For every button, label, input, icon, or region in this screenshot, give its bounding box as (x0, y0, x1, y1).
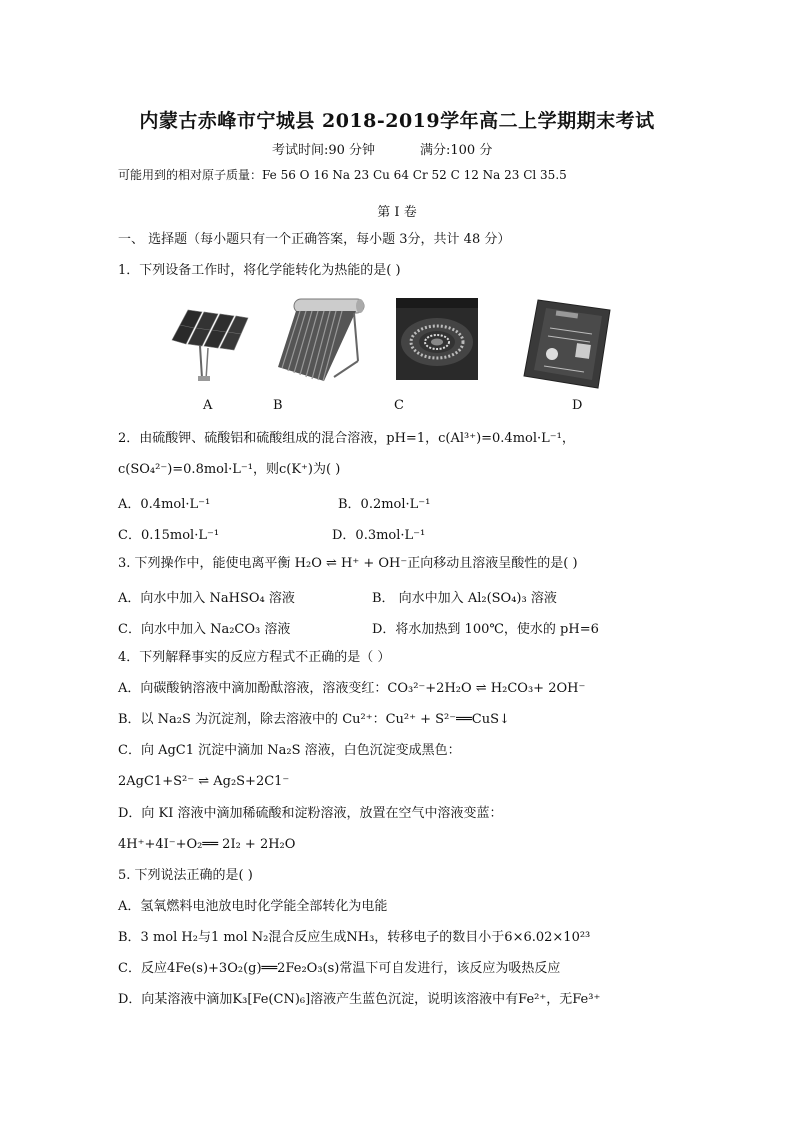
q5-option-d: D．向某溶液中滴加K₃[Fe(CN)₆]溶液产生蓝色沉淀，说明该溶液中有Fe²⁺，无Fe³⁺ (118, 992, 601, 1007)
q5-option-c: C．反应4Fe(s)+3O₂(g)══2Fe₂O₃(s)常温下可自发进行，该反应为吸热反应 (118, 961, 561, 976)
battery-image (522, 296, 612, 390)
volume-heading: 第 I 卷 (377, 205, 417, 220)
q4-option-d: D．向 KI 溶液中滴加稀硫酸和淀粉溶液，放置在空气中溶液变蓝： (118, 806, 503, 821)
atomic-mass-line: 可能用到的相对原子质量：Fe 56 O 16 Na 23 Cu 64 Cr 52 C 12 Na 23 Cl 35.5 (118, 168, 567, 182)
q5-option-a: A．氢氧燃料电池放电时化学能全部转化为电能 (118, 899, 388, 914)
q4-option-b: B．以 Na₂S 为沉淀剂，除去溶液中的 Cu²⁺：Cu²⁺ + S²⁻══CuS↓ (118, 712, 510, 727)
section-heading: 一、 选择题（每小题只有一个正确答案，每小题 3分，共计 48 分） (118, 232, 511, 247)
q3-stem: 3. 下列操作中，能使电离平衡 H₂O ⇌ H⁺ + OH⁻正向移动且溶液呈酸性的是( ) (118, 556, 578, 571)
image-label-b: B (273, 398, 283, 413)
full-score: 满分:100 分 (420, 143, 493, 158)
solar-panel-image (168, 300, 250, 385)
q2-stem-line1: 2．由硫酸钾、硫酸铝和硫酸组成的混合溶液，pH=1，c(Al³⁺)=0.4mol·L⁻¹， (118, 431, 575, 446)
q2-option-a: A．0.4mol·L⁻¹ (118, 497, 211, 512)
image-label-c: C (394, 398, 404, 413)
q5-stem: 5. 下列说法正确的是( ) (118, 868, 253, 883)
q4-option-c: C．向 AgC1 沉淀中滴加 Na₂S 溶液，白色沉淀变成黑色： (118, 743, 461, 758)
q4-option-c-equation: 2AgC1+S²⁻ ⇌ Ag₂S+2C1⁻ (118, 774, 290, 789)
q1-stem: 1．下列设备工作时，将化学能转化为热能的是( ) (118, 263, 401, 278)
q3-option-c: C．向水中加入 Na₂CO₃ 溶液 (118, 622, 291, 637)
image-label-a: A (203, 398, 213, 413)
q2-option-d: D．0.3mol·L⁻¹ (332, 528, 426, 543)
solar-water-heater-image (274, 297, 366, 385)
gas-stove-image (396, 298, 478, 380)
image-label-d: D (572, 398, 583, 413)
q4-option-a: A．向碳酸钠溶液中滴加酚酞溶液，溶液变红：CO₃²⁻+2H₂O ⇌ H₂CO₃+ 2OH⁻ (118, 681, 586, 696)
q2-option-c: C．0.15mol·L⁻¹ (118, 528, 220, 543)
q3-option-d: D．将水加热到 100℃，使水的 pH=6 (372, 622, 599, 637)
q4-stem: 4．下列解释事实的反应方程式不正确的是（ ） (118, 650, 391, 665)
q5-option-b: B．3 mol H₂与1 mol N₂混合反应生成NH₃，转移电子的数目小于6×6.02×10²³ (118, 930, 591, 945)
q2-option-b: B．0.2mol·L⁻¹ (338, 497, 431, 512)
q2-stem-line2: c(SO₄²⁻)=0.8mol·L⁻¹，则c(K⁺)为( ) (118, 462, 341, 477)
exam-title: 内蒙古赤峰市宁城县 2018-2019学年高二上学期期末考试 (139, 110, 655, 132)
exam-time: 考试时间:90 分钟 (272, 143, 376, 158)
q4-option-d-equation: 4H⁺+4I⁻+O₂══ 2I₂ + 2H₂O (118, 837, 296, 852)
q3-option-b: B． 向水中加入 Al₂(SO₄)₃ 溶液 (372, 591, 557, 606)
q3-option-a: A．向水中加入 NaHSO₄ 溶液 (118, 591, 295, 606)
